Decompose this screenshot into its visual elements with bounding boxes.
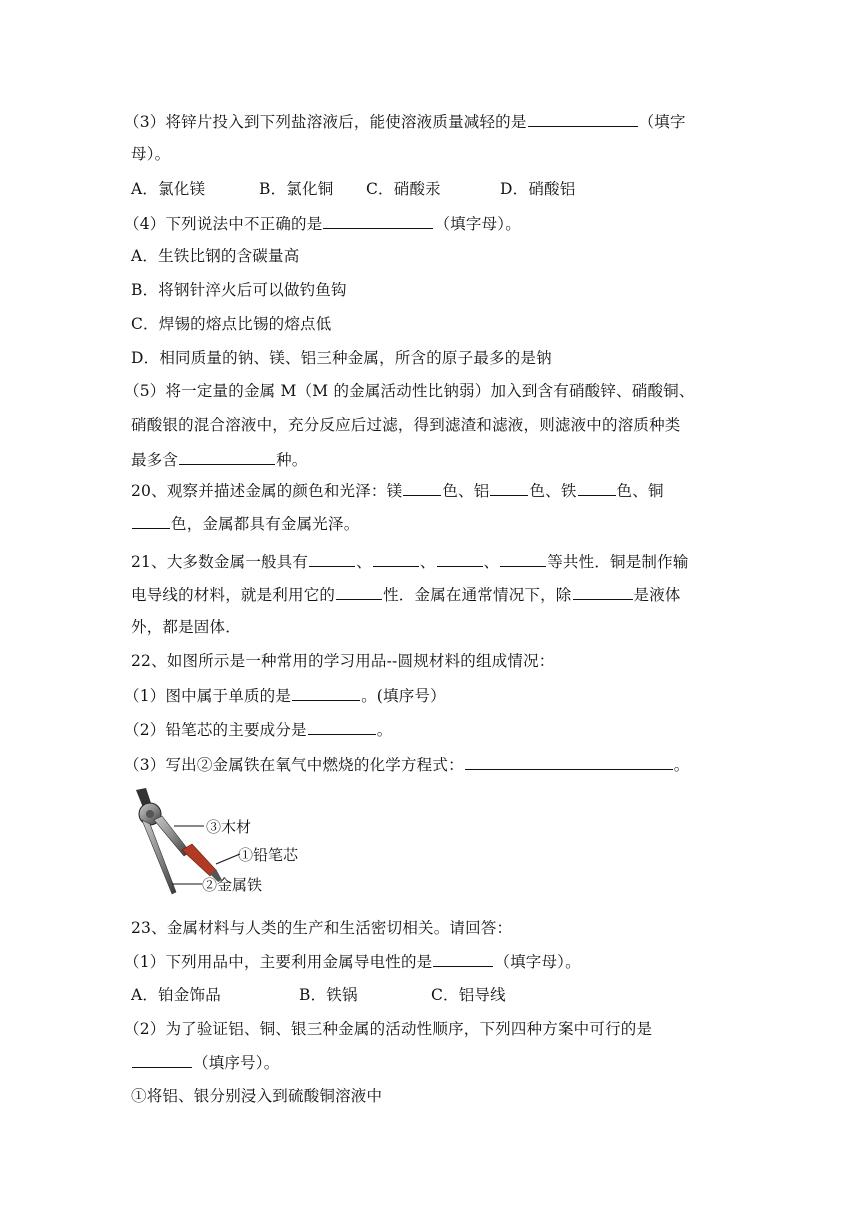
answer-blank: [490, 480, 528, 496]
q19-option-b: B．将钢针淬火后可以做钓鱼钩: [131, 281, 347, 299]
answer-blank: [373, 551, 419, 567]
q19-part3: （3）将锌片投入到下列盐溶液后，能使溶液质量减轻的是 （填字: [124, 113, 686, 131]
label-iron: ②金属铁: [202, 877, 263, 894]
q19-part3-options: [131, 179, 575, 199]
q23-part1: （1）下列用品中，主要利用金属导电性的是 （填字母）。: [124, 953, 581, 971]
q20-line2: 色，金属都具有金属光泽。: [131, 513, 359, 534]
answer-blank: [403, 480, 441, 496]
option-b: B．铁锅: [299, 986, 358, 1004]
q19-part5-line3: 最多含 种。: [131, 451, 308, 469]
answer-blank: [308, 719, 376, 735]
wood-holder: [182, 844, 216, 876]
option-a: A．铂金饰品: [131, 986, 221, 1004]
answer-blank: [292, 685, 360, 701]
q22-title: 22、如图所示是一种常用的学习用品--圆规材料的组成情况：: [131, 652, 555, 670]
q22-part2: （2）铅笔芯的主要成分是 。: [124, 721, 393, 739]
option-d: D．硝酸铝: [500, 180, 576, 198]
answer-blank: [528, 111, 638, 127]
option-a: A．氯化镁: [131, 180, 206, 198]
q23-part1-options: [131, 985, 506, 1005]
answer-blank: [437, 551, 483, 567]
answer-blank: [132, 513, 170, 529]
answer-blank: [465, 754, 673, 770]
q19-option-d: D．相同质量的钠、镁、铝三种金属，所含的原子最多的是钠: [131, 349, 552, 367]
q21-line3: 外，都是固体．: [131, 618, 241, 636]
q23-scheme-1: ①将铝、银分别浸入到硫酸铜溶液中: [131, 1087, 383, 1105]
option-c: C．铝导线: [431, 986, 506, 1004]
hinge-screw: [146, 810, 154, 818]
answer-blank: [500, 551, 546, 567]
q20-line1: 20、观察并描述金属的颜色和光泽：镁 色、铝 色、铁 色、铜: [131, 482, 664, 500]
answer-blank: [179, 449, 275, 465]
q23-title: 23、金属材料与人类的生产和生活密切相关。请回答：: [131, 919, 513, 937]
q19-option-a: A．生铁比钢的含碳量高: [131, 247, 300, 265]
option-b: B．氯化铜: [259, 180, 334, 198]
label-wood: ③木材: [206, 819, 252, 836]
q21-line2: 电导线的材料，就是利用它的 性．金属在通常情况下，除 是液体: [131, 586, 681, 604]
q23-part2-line1: （2）为了验证铝、铜、银三种金属的活动性顺序，下列四种方案中可行的是: [124, 1020, 653, 1038]
q19-option-c: C．焊锡的熔点比锡的熔点低: [131, 315, 332, 333]
option-c: C．硝酸汞: [366, 180, 441, 198]
label-pencil-lead: ①铅笔芯: [238, 847, 299, 864]
answer-blank: [336, 584, 382, 600]
q22-part3: （3）写出②金属铁在氧气中燃烧的化学方程式： 。: [124, 756, 690, 774]
q22-part1: （1）图中属于单质的是 。(填序号）: [124, 687, 446, 705]
label-line: [216, 854, 240, 864]
q19-part5-line1: （5）将一定量的金属 M（M 的金属活动性比钠弱）加入到含有硝酸锌、硝酸铜、: [124, 382, 695, 400]
q19-part3-cont: 母）。: [131, 145, 171, 163]
q19-part5-line2: 硝酸银的混合溶液中，充分反应后过滤，得到滤渣和滤液，则滤液中的溶质种类: [131, 416, 681, 434]
answer-blank: [309, 551, 355, 567]
answer-blank: [323, 213, 433, 229]
answer-blank: [578, 480, 616, 496]
q19-part4: （4）下列说法中不正确的是 （填字母）。: [124, 215, 521, 233]
answer-blank: [433, 951, 493, 967]
answer-blank: [132, 1052, 192, 1068]
q23-part2-line2: （填序号）。: [131, 1052, 279, 1073]
q21-line1: 21、大多数金属一般具有 、 、 、 等共性．铜是制作输: [131, 553, 689, 571]
compass-figure: [130, 788, 308, 896]
answer-blank: [573, 584, 633, 600]
compass-illustration: [130, 788, 308, 896]
